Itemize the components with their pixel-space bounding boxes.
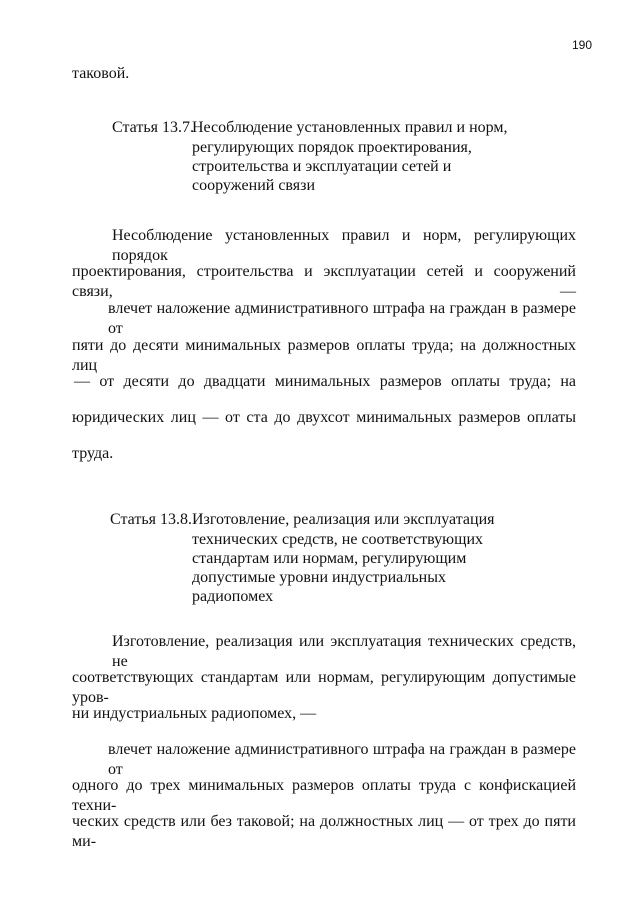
- text-line: труда.: [72, 445, 114, 462]
- text-line: проектирования, строительства и эксплуатации сетей и сооружений связи, —: [72, 263, 576, 300]
- article-13-7-title-line: Несоблюдение установленных правил и норм,: [192, 119, 508, 136]
- article-13-7-prefix: Статья 13.7.: [112, 119, 194, 136]
- text-line: таковой.: [72, 65, 130, 82]
- text-line: соответствующих стандартам или нормам, регулирующим допустимые уров-: [72, 669, 576, 706]
- article-13-7-title-line: регулирующих порядок проектирования,: [192, 139, 472, 156]
- page-number: 190: [571, 38, 592, 52]
- text-line: пяти до десяти минимальных размеров оплаты труда; на должностных лиц: [72, 337, 576, 374]
- text-line: одного до трех минимальных размеров оплаты труда с конфискацией техни-: [72, 777, 576, 814]
- article-13-7-title-line: строительства и эксплуатации сетей и: [192, 158, 452, 175]
- text-line: ческих средств или без таковой; на должностных лиц — от трех до пяти ми-: [72, 813, 576, 850]
- text-line: ни индустриальных радиопомех, —: [72, 705, 317, 722]
- text-line: — от десяти до двадцати минимальных размеров оплаты труда; на: [74, 373, 576, 390]
- article-13-8-title-line: Изготовление, реализация или эксплуатация: [192, 511, 495, 528]
- text-line: влечет наложение административного штрафа на граждан в размере от: [108, 300, 576, 337]
- text-line: Изготовление, реализация или эксплуатация технических средств, не: [112, 633, 576, 670]
- article-13-8-prefix: Статья 13.8.: [110, 511, 192, 528]
- article-13-7-title-line: сооружений связи: [192, 177, 315, 194]
- article-13-8-title-line: технических средств, не соответствующих: [192, 531, 484, 548]
- text-line: влечет наложение административного штрафа на граждан в размере от: [108, 741, 576, 778]
- article-13-8-title-line: радиопомех: [192, 588, 274, 605]
- text-line: юридических лиц — от ста до двухсот минимальных размеров оплаты: [72, 409, 576, 426]
- text-line: Несоблюдение установленных правил и норм, регулирующих порядок: [112, 227, 576, 264]
- article-13-8-title-line: допустимые уровни индустриальных: [192, 569, 446, 586]
- article-13-8-title-line: стандартам или нормам, регулирующим: [192, 550, 467, 567]
